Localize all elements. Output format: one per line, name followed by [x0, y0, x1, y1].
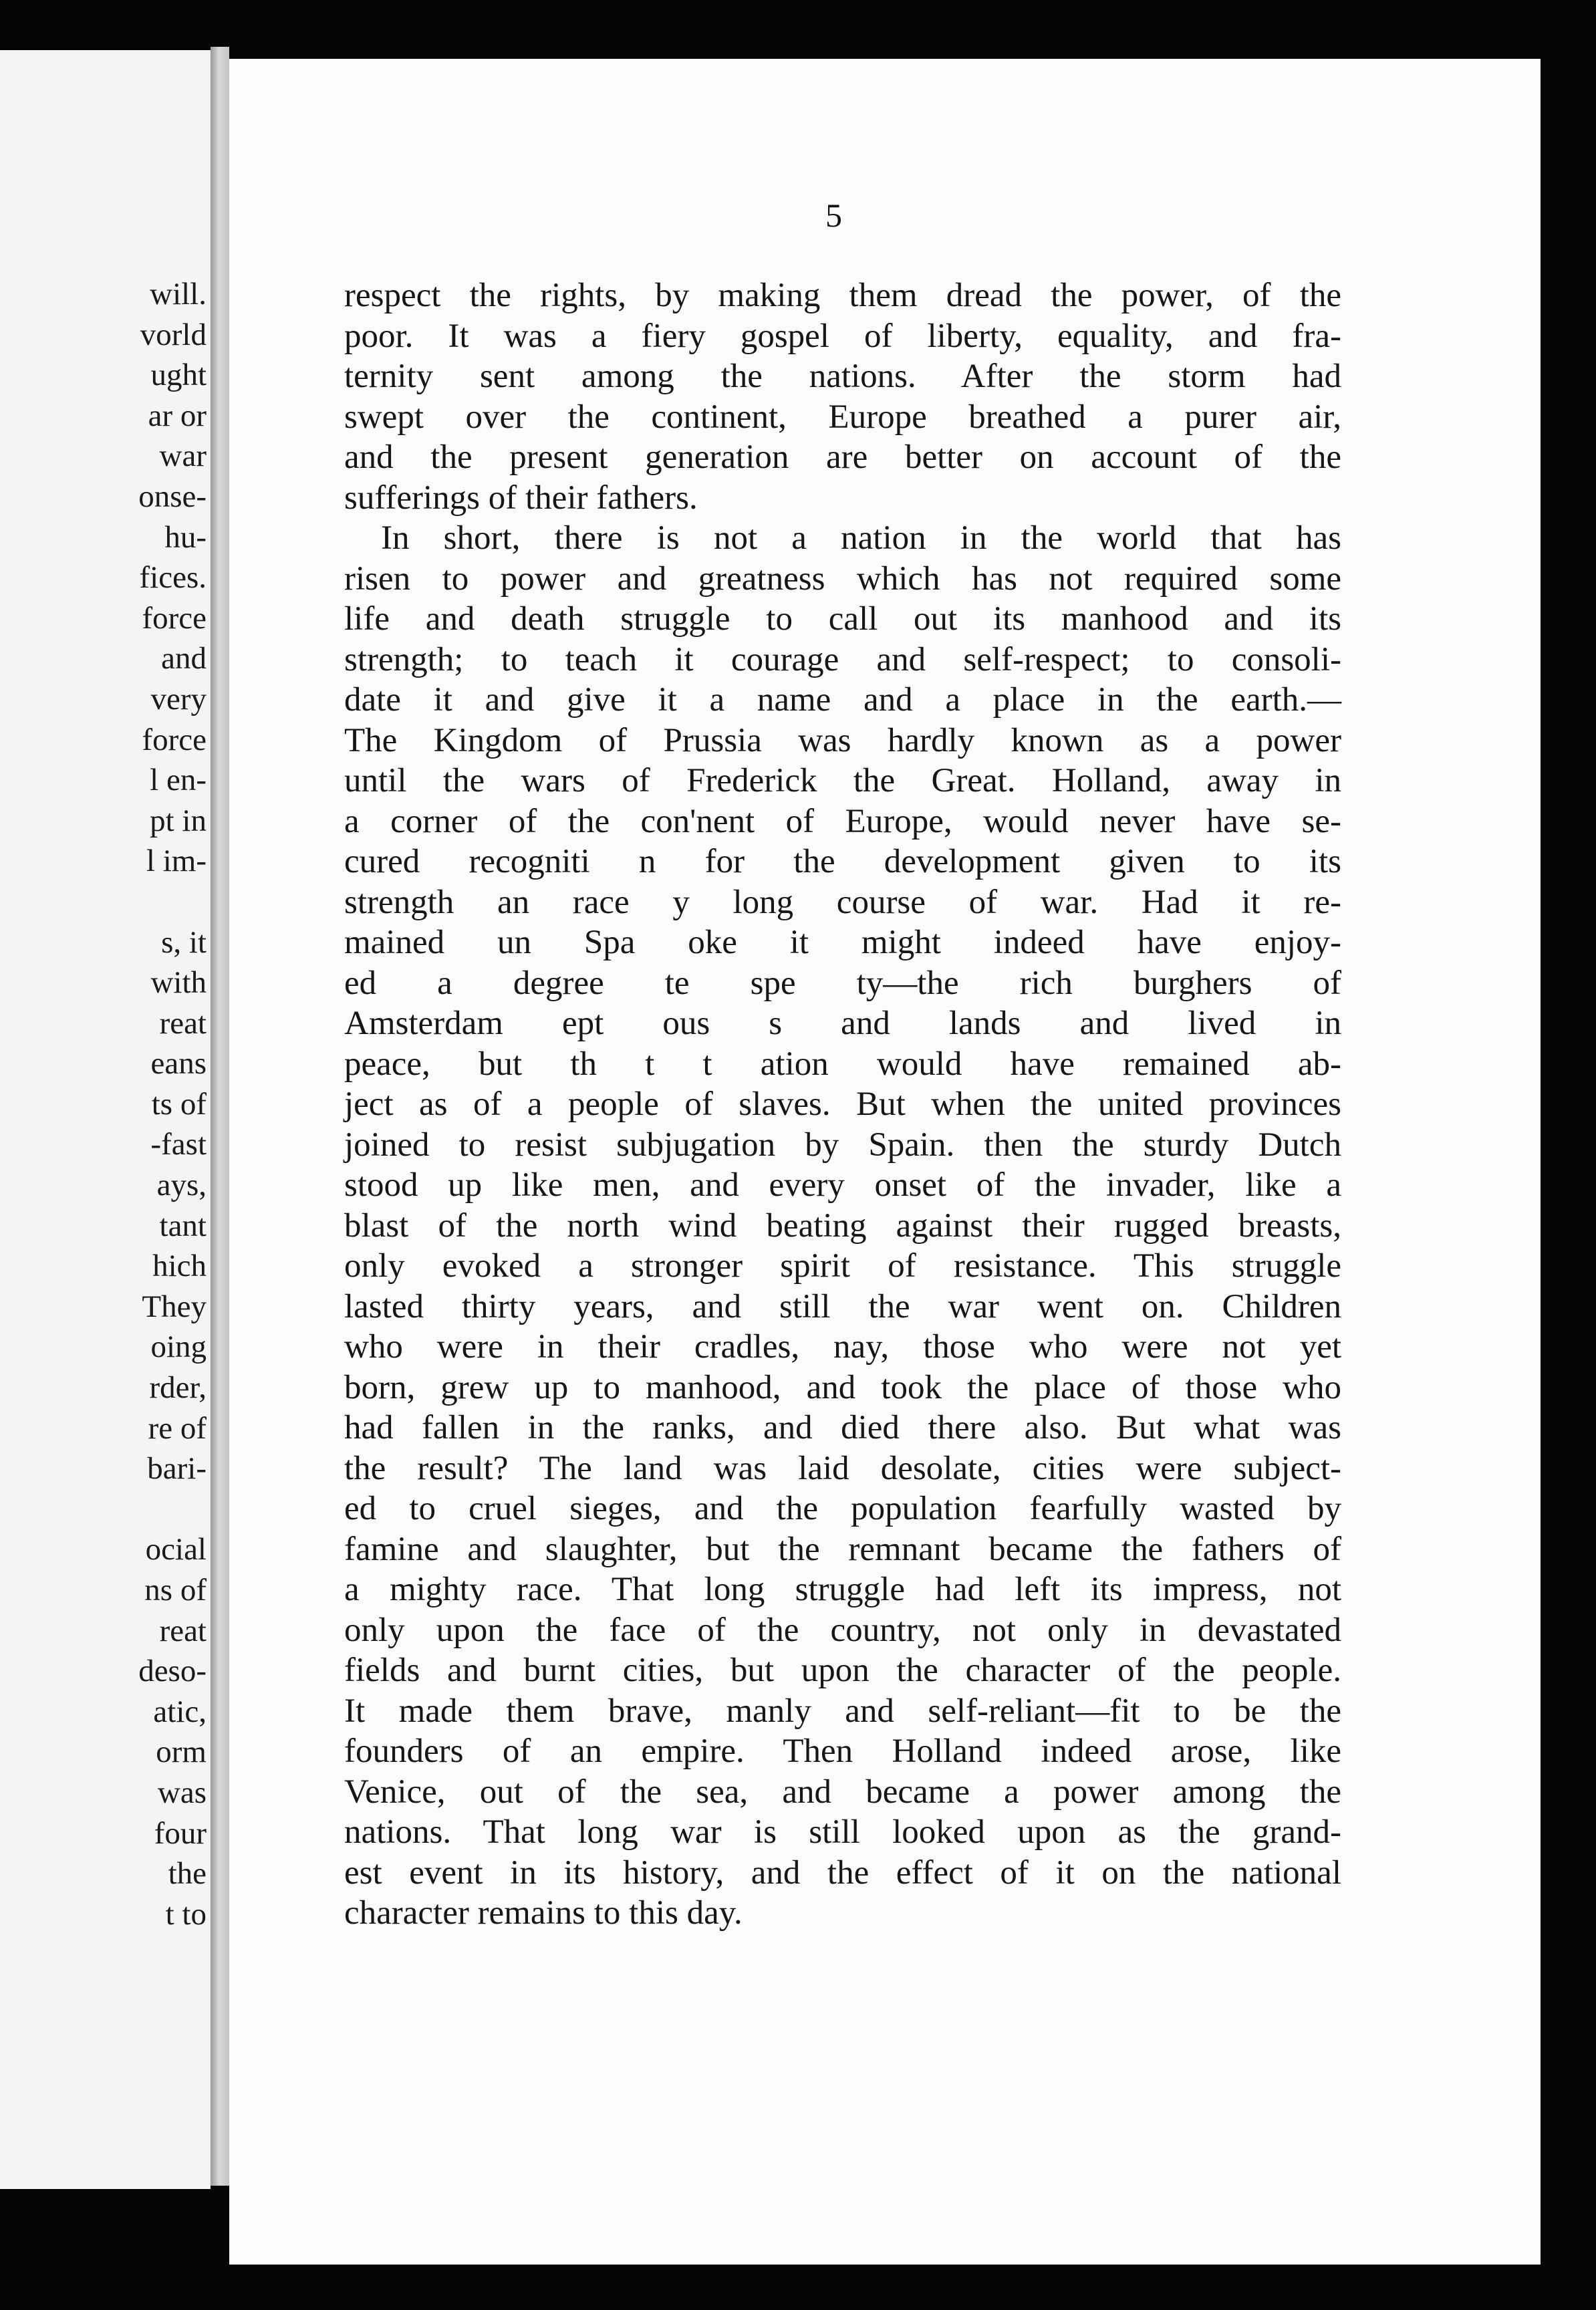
facing-page-line: re of: [148, 1410, 207, 1446]
page-gutter: [211, 47, 229, 2186]
body-text: [344, 275, 1341, 1934]
facing-page: [0, 50, 211, 2189]
text-line: had fallen in the ranks, and died there also. But what was: [344, 1409, 1341, 1446]
page-number: 5: [825, 197, 842, 234]
text-line: In short, there is not a nation in the world that has: [381, 519, 1341, 557]
facing-page-line: rder,: [149, 1370, 207, 1406]
facing-page-line: four: [154, 1815, 207, 1851]
text-line: The Kingdom of Prussia was hardly known as a power: [344, 721, 1341, 759]
facing-page-line: [138, 1489, 207, 1530]
facing-page-line: reat: [159, 1005, 207, 1041]
facing-page-line: [138, 882, 207, 922]
text-line: sufferings of their fathers.: [344, 479, 698, 517]
facing-page-line: hich: [152, 1249, 207, 1284]
text-line: who were in their cradles, nay, those who were not yet: [344, 1328, 1341, 1366]
text-line: poor. It was a fiery gospel of liberty, equality, and fra-: [344, 317, 1341, 355]
text-line: swept over the continent, Europe breathed a purer air,: [344, 398, 1341, 436]
text-line: the result? The land was laid desolate, cities were subject-: [344, 1449, 1341, 1487]
facing-page-line: will.: [150, 277, 207, 311]
facing-page-line: ar or: [148, 398, 207, 433]
text-line: born, grew up to manhood, and took the place of those who: [344, 1368, 1341, 1406]
text-line: stood up like men, and every onset of the invader, like a: [344, 1166, 1341, 1204]
text-line: It made them brave, manly and self-reliant—fit to be the: [344, 1692, 1341, 1730]
facing-page-line: fices.: [139, 560, 207, 596]
facing-page-line: vorld: [140, 317, 207, 352]
facing-page-line: ays,: [156, 1168, 207, 1203]
text-line: mained un Spa oke it might indeed have enjoy-: [344, 924, 1341, 961]
facing-page-line: very: [150, 681, 207, 717]
text-line: a corner of the con'nent of Europe, would never have se-: [344, 802, 1341, 840]
text-line: peace, but th t t ation would have remained ab-: [344, 1045, 1341, 1083]
facing-page-line: ns of: [144, 1573, 207, 1608]
facing-page-line: eans: [150, 1046, 207, 1081]
facing-page-line: onse-: [138, 479, 207, 514]
facing-page-line: with: [150, 965, 207, 1001]
text-line: strength; to teach it courage and self-respect; to consoli-: [344, 640, 1341, 678]
facing-page-line: ocial: [145, 1532, 207, 1567]
facing-page-line: tant: [159, 1208, 207, 1243]
text-line: famine and slaughter, but the remnant became the fathers of: [344, 1530, 1341, 1568]
facing-page-line: t to: [165, 1896, 207, 1932]
facing-page-line: bari-: [147, 1451, 207, 1487]
text-line: risen to power and greatness which has not required some: [344, 559, 1341, 598]
text-line: only evoked a stronger spirit of resistance. This struggle: [344, 1247, 1341, 1285]
facing-page-line: l im-: [146, 844, 207, 879]
text-line: cured recogniti n for the development given to its: [344, 843, 1341, 880]
facing-page-line: the: [168, 1856, 207, 1892]
facing-page-line: l en-: [150, 763, 207, 798]
text-line: Venice, out of the sea, and became a power among the: [344, 1773, 1341, 1811]
text-line: strength an race y long course of war. Had it re-: [344, 883, 1341, 921]
facing-page-line: -fast: [150, 1127, 207, 1162]
facing-page-line: They: [142, 1289, 207, 1324]
facing-page-line: reat: [159, 1613, 207, 1648]
text-line: date it and give it a name and a place in the earth.—: [344, 681, 1341, 719]
facing-page-line: force: [142, 600, 207, 636]
facing-page-line: deso-: [138, 1654, 207, 1689]
facing-page-line: s, it: [161, 924, 207, 960]
facing-page-line: oing: [150, 1329, 207, 1365]
text-line: nations. That long war is still looked upon as the grand-: [344, 1813, 1341, 1851]
facing-page-text: [138, 274, 207, 1934]
facing-page-line: force: [142, 722, 207, 757]
text-line: est event in its history, and the effect of it on the national: [344, 1853, 1341, 1892]
text-line: ternity sent among the nations. After the storm had: [344, 358, 1341, 395]
text-line: and the present generation are better on account of the: [344, 438, 1341, 476]
text-line: ed a degree te spe ty—the rich burghers of: [344, 964, 1341, 1002]
facing-page-line: pt in: [150, 803, 207, 838]
text-line: life and death struggle to call out its manhood and its: [344, 600, 1341, 638]
text-line: Amsterdam ept ous s and lands and lived in: [344, 1005, 1341, 1042]
facing-page-line: and: [161, 641, 207, 676]
text-line: respect the rights, by making them dread the power, of the: [344, 277, 1341, 314]
text-line: ject as of a people of slaves. But when the united provinces: [344, 1085, 1341, 1123]
text-line: fields and burnt cities, but upon the character of the people.: [344, 1652, 1341, 1689]
text-line: a mighty race. That long struggle had left its impress, not: [344, 1571, 1341, 1608]
text-line: joined to resist subjugation by Spain. then the sturdy Dutch: [344, 1126, 1341, 1164]
facing-page-line: orm: [156, 1735, 207, 1770]
facing-page-line: ts of: [151, 1086, 207, 1122]
text-line: founders of an empire. Then Holland indeed arose, like: [344, 1732, 1341, 1770]
text-line: only upon the face of the country, not only in devastated: [344, 1611, 1341, 1649]
facing-page-line: was: [157, 1775, 207, 1810]
text-line: blast of the north wind beating against their rugged breasts,: [344, 1206, 1341, 1245]
facing-page-line: war: [159, 438, 207, 474]
text-line: ed to cruel sieges, and the population fearfully wasted by: [344, 1490, 1341, 1527]
facing-page-line: hu-: [164, 519, 207, 555]
text-line: lasted thirty years, and still the war went on. Children: [344, 1287, 1341, 1325]
text-line: character remains to this day.: [344, 1894, 743, 1932]
facing-page-line: atic,: [153, 1694, 207, 1729]
text-line: until the wars of Frederick the Great. Holland, away in: [344, 762, 1341, 799]
facing-page-line: ught: [150, 358, 207, 393]
